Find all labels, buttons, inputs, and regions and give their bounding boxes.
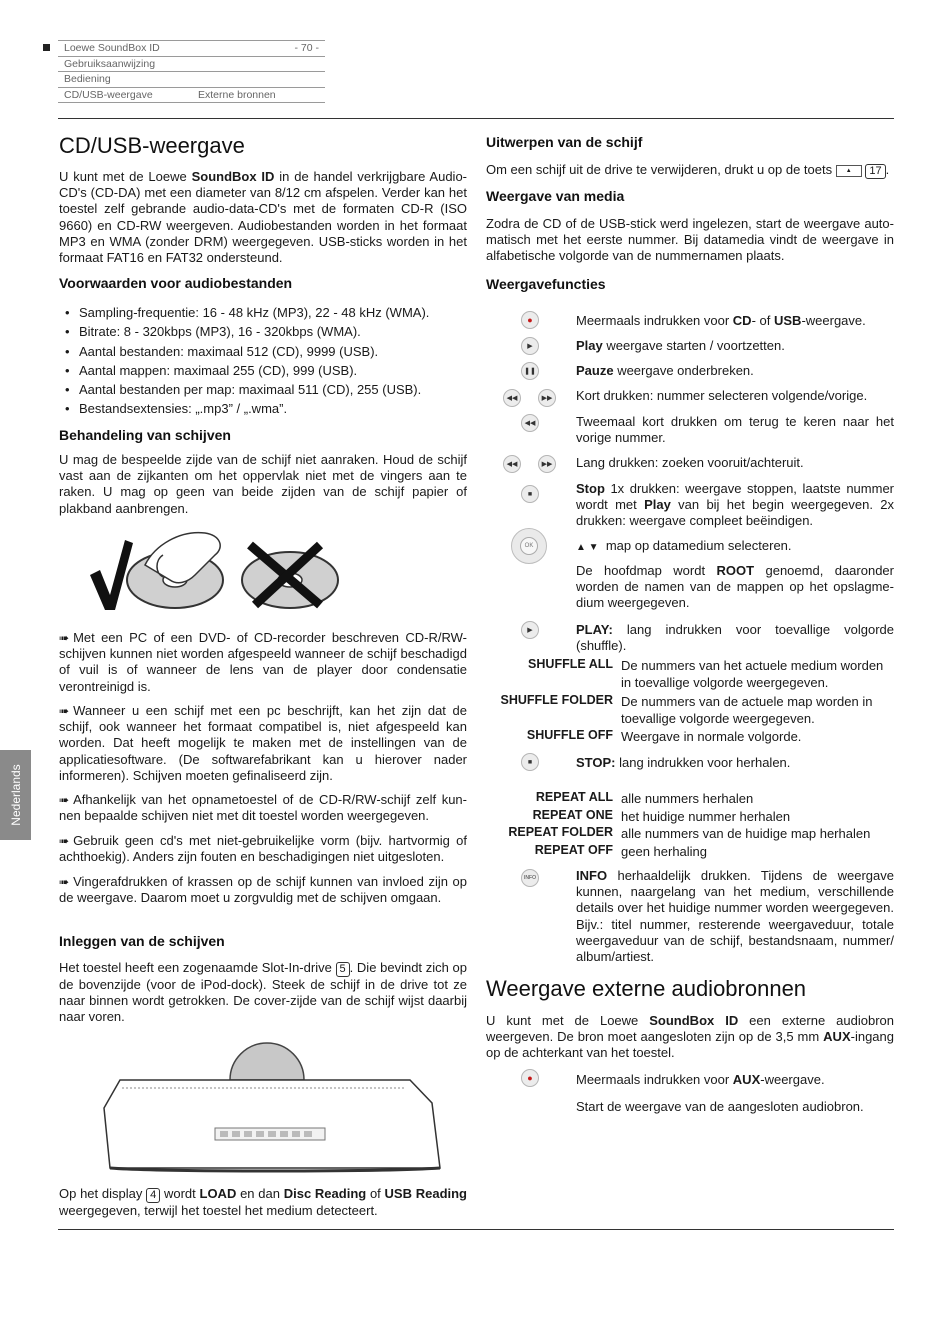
header-subsection: CD/USB-weergave (64, 88, 153, 101)
section-title-external: Weergave externe audiobronnen (486, 976, 807, 1001)
header-marker (43, 44, 50, 51)
header-manual: Gebruiksaanwijzing (64, 57, 156, 70)
heading-behandeling: Behandeling van schijven (59, 427, 231, 443)
forward-button-icon: ▶▶ (538, 389, 556, 407)
disc-correct-icon (127, 533, 223, 608)
heading-inleggen: Inleggen van de schijven (59, 933, 225, 949)
rewind-button-icon: ◀◀ (521, 414, 539, 432)
note-4: ➠ Gebruik geen cd's met niet-gebruikelijke vorm (bijv. hartvormig of achthoekig). Anders zijn fouten en beschadigingen niet uitgesloten. (59, 833, 467, 865)
section-title: CD/USB-weergave (59, 133, 245, 158)
navigation-pad-icon (511, 528, 547, 564)
arrow-icon: ➠ (59, 834, 70, 848)
repeat-term: REPEAT FOLDER (508, 825, 613, 839)
note-1: ➠ Met een PC of een DVD- of CD-recorder beschreven CD-R/RW-schijven kunnen niet worden afgespeeld wanneer de schijf beschadigd of vuil is of wanneer de lens van de player door condensatie verontreinigd is. (59, 630, 467, 694)
function-previous: Tweemaal kort drukken om terug te keren naar het vorige nummer. (576, 414, 894, 446)
arrow-icon: ➠ (59, 875, 70, 889)
display-paragraph: Op het display 4 wordt LOAD en dan Disc Reading of USB Reading weergegeven, terwijl het toestel het medium detecteert. (59, 1186, 467, 1218)
function-shuffle: PLAY: lang indrukken voor toevallige volgorde (shuffle). (576, 622, 894, 654)
repeat-desc: geen herhaling (621, 844, 708, 859)
up-down-arrows-icon: ▲ ▼ (576, 542, 599, 553)
list-item: • Aantal bestanden per map: maximaal 511 (CD), 255 (USB). (59, 380, 469, 399)
shuffle-desc: Weergave in normale volgorde. (621, 729, 802, 744)
note-5: ➠ Vingerafdrukken of krassen op de schijf kunnen van invloed zijn op de weergave. Daarom moet u zorgvuldig met de schijven omgaan. (59, 874, 467, 906)
stop-button-icon: ■ (521, 485, 539, 503)
repeat-term: REPEAT OFF (534, 843, 613, 857)
function-source: Meermaals indrukken voor CD- of USB-weergave. (576, 313, 866, 328)
rewind-button-icon: ◀◀ (503, 455, 521, 473)
callout-number: 17 (865, 164, 885, 179)
list-item: • Bestandsextensies: „.mp3” / „.wma”. (59, 399, 469, 418)
function-aux-start: Start de weergave van de aangesloten audiobron. (576, 1099, 864, 1114)
repeat-desc: het huidige nummer herhalen (621, 809, 791, 824)
list-item: • Aantal mappen: maximaal 255 (CD), 999 (USB). (59, 361, 469, 380)
repeat-desc: alle nummers herhalen (621, 791, 754, 806)
source-button-icon: ● (521, 311, 539, 329)
list-item: • Sampling-frequentie: 16 - 48 kHz (MP3), 22 - 48 kHz (WMA). (59, 303, 469, 322)
note-2: ➠ Wanneer u een schijf met een pc beschrijft, kan het zijn dat de schijf, ook wanneer het formaat compatibel is, niet afgespeeld kan worden. Dat heeft mogelijk te maken met de instellingen van de applicatiesoftware. (De softwarefabrikant kan u hierover nader informeren). Schijven moeten gefinaliseerd zijn. (59, 703, 467, 783)
pause-button-icon: ❚❚ (521, 362, 539, 380)
eject-key-icon: ▲ (836, 165, 862, 177)
function-play: Play weergave starten / voortzetten. (576, 338, 785, 353)
function-info: INFO herhaaldelijk drukken. Tijdens de weergave kunnen, naargelang van het medium, verschillende details over het huidige nummer worden weergegeven. Bijv.: titel nummer, resterende weergaveduur, totale weergaveduur van de schijf, bestandsnaam, nummer/ album/artiest. (576, 868, 894, 965)
disc-handling-illustration (85, 525, 345, 615)
info-button-icon: INFO (521, 869, 539, 887)
shuffle-term: SHUFFLE ALL (528, 657, 613, 671)
play-button-icon: ▶ (521, 337, 539, 355)
media-paragraph: Zodra de CD of de USB-stick werd ingelezen, start de weergave automatisch met het eerste nummer. Bij datamedia vindt de weergave in alfabetische volgorde van de nummernamen plaats. (486, 216, 894, 264)
repeat-term: REPEAT ONE (532, 808, 613, 822)
function-aux: Meermaals indrukken voor AUX-weergave. (576, 1072, 825, 1087)
language-tab-label: Nederlands (8, 764, 23, 826)
callout-number: 5 (336, 962, 350, 977)
heading-voorwaarden: Voorwaarden voor audiobestanden (59, 275, 293, 291)
page-number: - 70 - (294, 42, 319, 54)
checkmark-icon (90, 540, 133, 610)
top-rule (58, 118, 894, 119)
bottom-rule (58, 1229, 894, 1230)
disc-wrong-icon (242, 545, 338, 608)
ok-label: OK (520, 537, 538, 555)
arrow-icon: ➠ (59, 631, 70, 645)
external-paragraph: U kunt met de Loewe SoundBox ID een externe audiobron weergeven. De bron moet aangesloten zijn op de 3,5 mm AUX-ingang op de achterkant van het toestel. (486, 1013, 894, 1061)
header-product: Loewe SoundBox ID (64, 42, 160, 54)
heading-uitwerpen: Uitwerpen van de schijf (486, 134, 643, 150)
shuffle-desc: De nummers van de actuele map worden in toevallige volgorde weergegeven. (621, 694, 873, 726)
shuffle-term: SHUFFLE OFF (526, 728, 613, 742)
language-tab (0, 750, 31, 840)
header-subsection2: Externe bronnen (198, 88, 276, 101)
uitwerpen-paragraph: Om een schijf uit de drive te verwijderen, drukt u op de toets ▲ 17 . (486, 162, 890, 177)
shuffle-desc: De nummers van het actuele medium worden in toevallige volgorde weergegeven. (621, 658, 884, 690)
repeat-desc: alle nummers van de huidige map herhalen (621, 826, 871, 841)
requirements-list (59, 303, 469, 419)
function-stop: Stop 1x drukken: weergave stoppen, laatste nummer wordt met Play van bij het begin weergegeven. 2x drukken: weergave compleet beëindigen. (576, 481, 894, 529)
heading-media: Weergave van media (486, 188, 625, 204)
inleggen-paragraph: Het toestel heeft een zogenaamde Slot-In-drive 5 . Die bevindt zich op de bovenzijde (voor de iPod-dock). Steek de schijf in de drive tot ze naar binnen wordt getrokken. De cover-zijde van de schijf wijst daarbij naar voren. (59, 960, 467, 1025)
intro-paragraph: U kunt met de Loewe SoundBox ID in de handel verkrijgbare Audio-CD's (CD-DA) met een diameter van 8/12 cm afspelen. Verder kan het toestel zelf gebrande audio-data-CD's met de formaten CD-R (ISO 9660) en CD-RW weergeven. Audiobestanden worden in het formaat MP3 en WMA (zonder DRM) weergegeven. USB-sticks worden in het formaat FAT16 en FAT32 ondersteund. (59, 169, 468, 266)
callout-number: 4 (146, 1188, 160, 1203)
rewind-button-icon: ◀◀ (503, 389, 521, 407)
arrow-icon: ➠ (59, 793, 70, 807)
source-button-icon: ● (521, 1069, 539, 1087)
function-skip: Kort drukken: nummer selecteren volgende/vorige. (576, 388, 868, 403)
header-section: Bediening (64, 73, 111, 85)
arrow-icon: ➠ (59, 704, 70, 718)
header-table (58, 40, 325, 103)
play-button-icon: ▶ (521, 621, 539, 639)
function-pause: Pauze weergave onderbreken. (576, 363, 754, 378)
function-repeat: STOP: lang indrukken voor herhalen. (576, 755, 791, 770)
note-3: ➠ Afhankelijk van het opnametoestel of de CD-R/RW-schijf zelf kunnen bepaalde schijven niet met dit toestel worden weergegeven. (59, 792, 467, 824)
heading-functies: Weergavefuncties (486, 276, 606, 292)
function-search: Lang drukken: zoeken vooruit/achteruit. (576, 455, 804, 470)
function-root: De hoofdmap wordt ROOT genoemd, daaronder worden de namen van de mappen op het opslagmedium weergegeven. (576, 563, 894, 611)
stop-button-icon: ■ (521, 753, 539, 771)
forward-button-icon: ▶▶ (538, 455, 556, 473)
function-folder: ▲ ▼ map op datamedium selecteren. (576, 538, 792, 553)
shuffle-term: SHUFFLE FOLDER (500, 693, 613, 707)
list-item: • Bitrate: 8 - 320kbps (MP3), 16 - 320kbps (WMA). (59, 322, 469, 341)
behandeling-paragraph: U mag de bespeelde zijde van de schijf niet aanraken. Houd de schijf vast aan de zijkanten om het oppervlak niet met de vingers aan te raken. U mag op geen van beide zijden van de schijf papier of plakband aanbrengen. (59, 452, 467, 516)
soundbox-device-illustration (100, 1028, 445, 1178)
repeat-term: REPEAT ALL (535, 790, 613, 804)
list-item: • Aantal bestanden: maximaal 512 (CD), 9999 (USB). (59, 342, 469, 361)
